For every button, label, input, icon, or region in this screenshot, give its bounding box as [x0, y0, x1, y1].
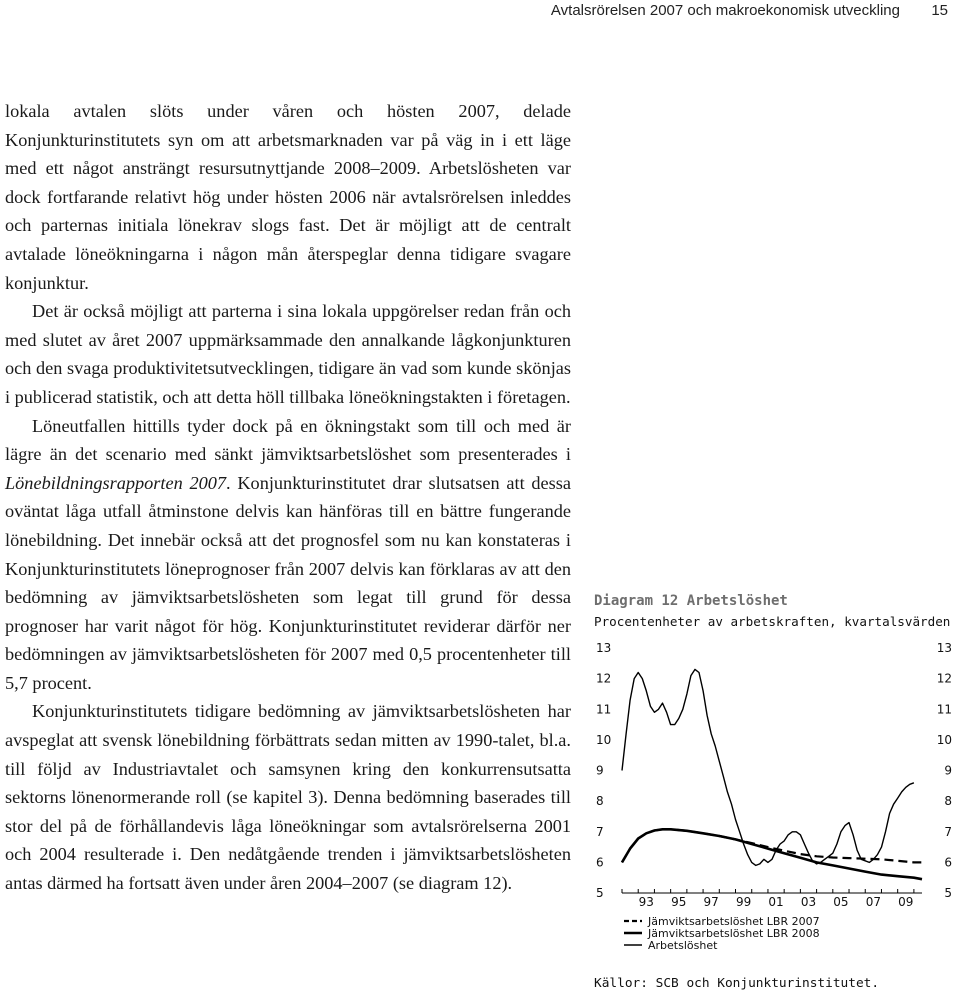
page-header — [0, 0, 960, 30]
unemployment-chart — [594, 633, 954, 973]
y-tick-label-left: 9 — [596, 763, 604, 778]
paragraph-2: Det är också möjligt att parterna i sina lokala uppgörelser redan från och med slutet av året 2007 uppmärksammade den annalkande lågkonjunkturen och den svaga produktivitetsutvecklingen, tidigare än vad som kunde skönjas i publicerad statistik, och att detta höll tillbaka löneökningstakten i företagen. — [5, 301, 571, 407]
figure-sidebar — [594, 593, 954, 991]
y-tick-label-left: 11 — [596, 702, 612, 717]
y-tick-label-right: 12 — [936, 671, 952, 686]
y-tick-label-left: 12 — [596, 671, 612, 686]
paragraph-3 — [5, 412, 571, 698]
y-tick-label-left: 5 — [596, 886, 604, 900]
y-tick-label-left: 7 — [596, 824, 604, 839]
x-tick-label: 95 — [671, 895, 687, 909]
y-tick-label-left: 8 — [596, 794, 604, 809]
page-number: 15 — [931, 2, 948, 19]
y-tick-label-left: 10 — [596, 732, 612, 747]
diagram-subtitle: Procentenheter av arbetskraften, kvartalsvärden — [594, 614, 951, 629]
legend-label-1: Jämviktsarbetslöshet LBR 2007 — [648, 915, 820, 928]
legend-label-3: Arbetslöshet — [648, 939, 718, 952]
paragraph-3-start: Löneutfallen hittills tyder dock på en ökningstakt som till och med är lägre än det scenario med sänkt jämviktsarbetslöshet som presenterades i — [5, 415, 571, 465]
y-tick-label-right: 6 — [944, 855, 952, 870]
x-tick-label: 97 — [703, 895, 719, 909]
y-tick-label-right: 8 — [944, 794, 952, 809]
source-note: Källor: SCB och Konjunkturinstitutet. — [594, 976, 880, 991]
paragraph-3-end: . Konjunkturinstitutet drar slutsatsen att dessa oväntat låga utfall åtminstone delvis kan hänföras till en bättre fungerande lönebildning. Det innebär också att det prognosfel som nu kan konstateras i Konjunkturinstitutets löneprognoser från 2007 delvis kan förklaras av att den bedömning av jämviktsarbetslösheten som legat till grund för dessa prognoser har varit något för hög. Konjunkturinstitutet reviderar därför ner bedömningen av jämviktsarbetslösheten för 2007 med 0,5 procentenheter till 5,7 procent. — [5, 472, 571, 693]
y-tick-label-right: 7 — [944, 824, 952, 839]
y-tick-label-right: 13 — [936, 641, 952, 655]
series-line-3 — [622, 669, 914, 865]
body-text — [5, 97, 571, 898]
x-tick-label: 93 — [638, 895, 654, 909]
paragraph-4: Konjunkturinstitutets tidigare bedömning av jämviktsarbetslösheten har avspeglat att svensk lönebildning förbättrats sedan mitten av 1990-talet, bl.a. till följd av Industriavtalet och samsynen kring den konkurrensutsatta sektorns lönenormerande roll (se kapitel 3). Denna bedömning baserades till stor del på de förhållandevis låga löneökningar som avtalsrörelserna 2001 och 2004 resulterade i. Den nedåtgående trenden i jämviktsarbetslösheten antas därmed ha fortsatt även under åren 2004–2007 (se diagram 12). — [5, 701, 571, 894]
y-tick-label-right: 10 — [936, 732, 952, 747]
report-title-italic: Lönebildningsrapporten 2007 — [5, 472, 227, 493]
y-tick-label-left: 6 — [596, 855, 604, 870]
y-tick-label-right: 9 — [944, 763, 952, 778]
y-tick-label-left: 13 — [596, 641, 612, 655]
y-tick-label-right: 11 — [936, 702, 952, 717]
x-tick-label: 05 — [833, 895, 849, 909]
x-tick-label: 99 — [735, 895, 752, 909]
series-line-1 — [622, 829, 922, 862]
x-tick-label: 07 — [865, 895, 881, 909]
x-tick-label: 03 — [800, 895, 817, 909]
x-tick-label: 09 — [898, 895, 914, 909]
legend-label-2: Jämviktsarbetslöshet LBR 2008 — [648, 927, 820, 940]
diagram-title: Diagram 12 Arbetslöshet — [594, 593, 788, 609]
y-tick-label-right: 5 — [944, 886, 952, 900]
paragraph-1: lokala avtalen slöts under våren och hösten 2007, delade Konjunkturinstitutets syn om att arbetsmarknaden var på väg in i ett läge med ett något ansträngt resursutnyttjande 2008–2009. Arbetslösheten var dock fortfarande relativt hög under hösten 2006 när avtalsrörelsen inleddes och parternas initiala lönekrav slogs fast. Det är möjligt att de centralt avtalade löneökningarna i någon mån återspeglar denna tidigare svagare konjunktur. — [5, 101, 571, 293]
x-tick-label: 01 — [768, 895, 784, 909]
running-title: Avtalsrörelsen 2007 och makroekonomisk utveckling — [550, 2, 900, 19]
